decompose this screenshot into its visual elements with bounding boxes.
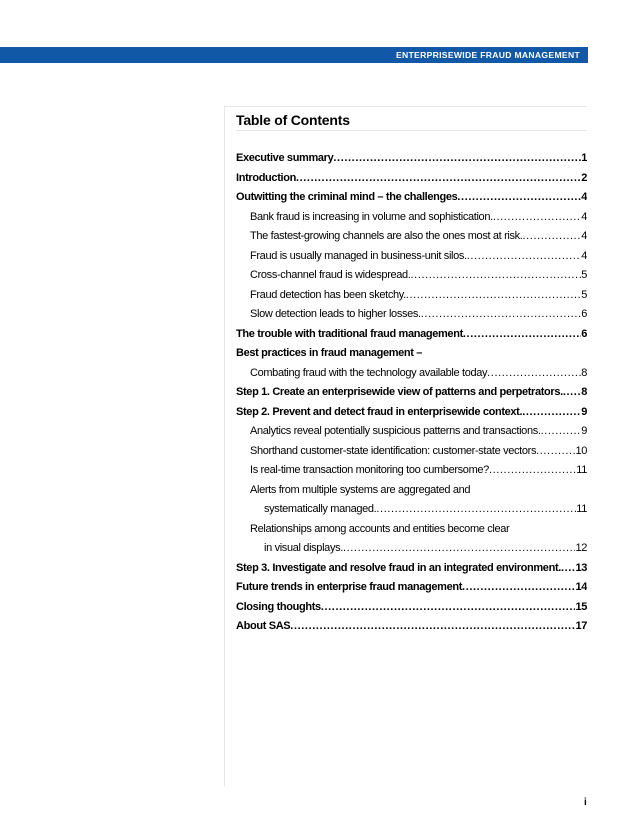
dot-leader — [333, 149, 581, 169]
header-bar — [0, 47, 588, 63]
toc-entry-page: 2 — [581, 171, 587, 184]
toc-entry[interactable] — [236, 559, 587, 579]
document-series-title: ENTERPRISEWIDE FRAUD MANAGEMENT — [395, 50, 580, 60]
dot-leader — [421, 305, 581, 325]
toc-entry[interactable] — [236, 188, 587, 208]
content-top-rule — [225, 106, 587, 107]
toc-entry[interactable] — [236, 442, 587, 462]
toc-entry-page: 8 — [581, 386, 587, 398]
dot-leader — [467, 247, 581, 267]
toc-entry-title: Best practices in fraud management – — [236, 347, 423, 359]
toc-entry[interactable] — [236, 247, 587, 267]
content-left-rule — [224, 106, 225, 786]
toc-entry-title: Analytics reveal potentially suspicious patterns and transactions. — [250, 425, 541, 437]
toc-entry-title: Future trends in enterprise fraud management — [236, 581, 463, 593]
dot-leader — [489, 461, 576, 481]
dot-leader — [296, 169, 581, 189]
toc-entry-title: Bank fraud is increasing in volume and sophistication. — [250, 210, 493, 223]
toc-entry-page: 14 — [575, 581, 587, 593]
toc-entry-page: 9 — [581, 405, 587, 418]
toc-entry-page: 11 — [576, 464, 587, 476]
toc-entry-page: 13 — [575, 561, 587, 574]
toc-entry-title: Closing thoughts — [236, 600, 321, 613]
toc-entry[interactable] — [236, 539, 587, 559]
toc-entry[interactable] — [236, 208, 587, 228]
dot-leader — [376, 500, 576, 520]
toc-entry-title: The trouble with traditional fraud management — [236, 327, 463, 340]
dot-leader — [541, 422, 582, 442]
toc-entry-page: 12 — [575, 542, 587, 554]
toc-entry-page: 6 — [581, 308, 587, 320]
toc-entry-page: 5 — [581, 269, 587, 281]
toc-entry[interactable] — [236, 364, 587, 384]
toc-entry[interactable] — [236, 461, 587, 481]
toc-entry[interactable] — [236, 305, 587, 325]
toc-entry[interactable] — [236, 481, 587, 501]
toc-entry-page: 6 — [581, 327, 587, 340]
toc-entry-page: 4 — [581, 191, 587, 203]
toc-entry[interactable] — [236, 227, 587, 247]
dot-leader — [463, 325, 581, 345]
toc-entry-title: Executive summary — [236, 152, 334, 164]
toc-entry-page: 10 — [575, 444, 587, 457]
dot-leader — [457, 188, 581, 208]
dot-leader — [462, 578, 575, 598]
toc-entry[interactable] — [236, 422, 587, 442]
dot-leader — [487, 364, 581, 384]
toc-entry[interactable] — [236, 286, 587, 306]
dot-leader — [290, 617, 575, 637]
toc-entry-page: 11 — [576, 503, 587, 515]
toc-entry-page: 1 — [581, 152, 587, 164]
toc-entry-page: 4 — [581, 210, 587, 223]
toc-entry-title: in visual displays. — [264, 542, 343, 554]
dot-leader — [561, 559, 575, 579]
toc-heading-rule — [236, 130, 587, 131]
toc-entry[interactable] — [236, 500, 587, 520]
dot-leader — [522, 227, 581, 247]
toc-entry[interactable] — [236, 266, 587, 286]
dot-leader — [321, 598, 576, 618]
toc-entry-title: Outwitting the criminal mind – the challenges — [236, 191, 458, 203]
toc-entry-title: Cross-channel fraud is widespread. — [250, 269, 411, 281]
toc-entry[interactable] — [236, 598, 587, 618]
toc-entry-title: Step 1. Create an enterprisewide view of patterns and perpetrators. — [236, 386, 563, 398]
toc-entry-title: systematically managed. — [264, 503, 377, 515]
dot-leader — [536, 442, 575, 462]
toc-entry[interactable] — [236, 403, 587, 423]
toc-entry[interactable] — [236, 325, 587, 345]
dot-leader — [493, 208, 581, 228]
toc-entry-page: 4 — [581, 249, 587, 262]
dot-leader — [406, 286, 581, 306]
toc-entry-title: Fraud detection has been sketchy. — [250, 288, 406, 301]
toc-entry-title: Fraud is usually managed in business-unit silos. — [250, 249, 467, 262]
toc-entry-title: The fastest-growing channels are also the ones most at risk. — [250, 230, 523, 242]
toc-entry-page: 17 — [575, 620, 587, 632]
toc-entry[interactable] — [236, 149, 587, 169]
toc-entry-title: Is real-time transaction monitoring too cumbersome? — [250, 464, 489, 476]
toc-entry-page: 5 — [581, 288, 587, 301]
toc-entry[interactable] — [236, 520, 587, 540]
page-number: i — [584, 797, 587, 808]
toc-entry-title: Introduction — [236, 171, 296, 184]
toc-entry[interactable] — [236, 578, 587, 598]
toc-entry-title: Combating fraud with the technology available today — [250, 366, 488, 379]
toc-entry[interactable] — [236, 169, 587, 189]
table-of-contents — [236, 149, 587, 637]
toc-entry-page: 9 — [581, 425, 587, 437]
toc-entry-title: About SAS — [236, 620, 291, 632]
toc-heading: Table of Contents — [236, 112, 350, 128]
toc-entry[interactable] — [236, 617, 587, 637]
toc-entry-title: Slow detection leads to higher losses. — [250, 308, 421, 320]
dot-leader — [563, 383, 581, 403]
toc-entry-page: 8 — [581, 366, 587, 379]
toc-entry-title: Step 3. Investigate and resolve fraud in an integrated environment. — [236, 561, 561, 574]
toc-entry-title: Relationships among accounts and entities become clear — [250, 522, 510, 535]
toc-entry[interactable] — [236, 344, 587, 364]
toc-entry[interactable] — [236, 383, 587, 403]
toc-entry-page: 15 — [575, 600, 587, 613]
dot-leader — [343, 539, 576, 559]
toc-entry-title: Shorthand customer-state identification: customer-state vectors — [250, 444, 537, 457]
toc-entry-title: Step 2. Prevent and detect fraud in enterprisewide context. — [236, 405, 523, 418]
dot-leader — [522, 403, 581, 423]
toc-entry-page: 4 — [581, 230, 587, 242]
toc-entry-title: Alerts from multiple systems are aggregated and — [250, 483, 471, 496]
dot-leader — [411, 266, 582, 286]
